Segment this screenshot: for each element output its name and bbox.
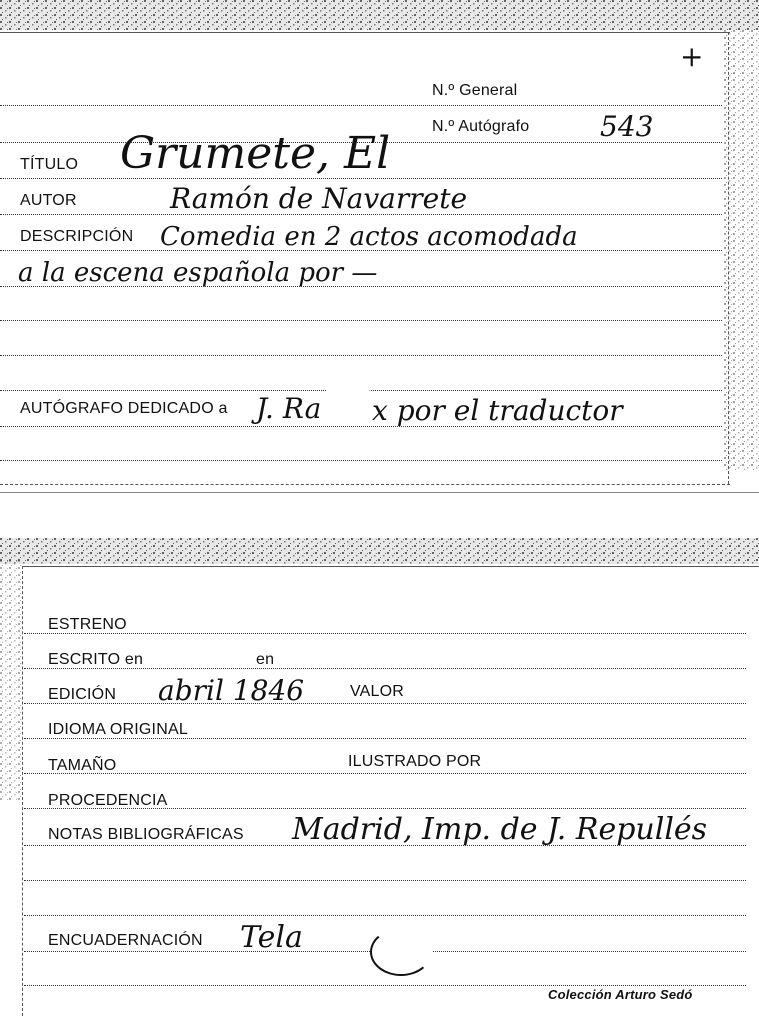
notas-line bbox=[24, 845, 746, 846]
encuadernacion-label: ENCUADERNACIÓN bbox=[48, 932, 203, 949]
estreno-label: ESTRENO bbox=[48, 616, 127, 633]
card-2-top-edge bbox=[22, 566, 759, 567]
dedicado-value-a: J. Ra bbox=[256, 392, 322, 425]
escrito-label: ESCRITO en bbox=[48, 651, 144, 668]
titulo-value: Grumete, El bbox=[120, 128, 391, 179]
ruled-line-7 bbox=[24, 915, 746, 916]
notas-label: NOTAS BIBLIOGRÁFICAS bbox=[48, 826, 244, 843]
escrito-line bbox=[24, 668, 746, 669]
descripcion-line-1: Comedia en 2 actos acomodada bbox=[160, 222, 578, 252]
edicion-value: abril 1846 bbox=[158, 674, 305, 707]
nro-autografo-label: N.º Autógrafo bbox=[432, 118, 530, 135]
descripcion-label: DESCRIPCIÓN bbox=[20, 228, 134, 245]
tamano-label: TAMAÑO bbox=[48, 757, 117, 774]
nro-general-label: N.º General bbox=[432, 82, 518, 99]
idioma-line bbox=[24, 738, 746, 739]
ruled-line-8 bbox=[24, 985, 746, 986]
cross-mark: + bbox=[680, 40, 704, 73]
dedicado-value-b: x por el traductor bbox=[372, 394, 623, 427]
estreno-line bbox=[24, 633, 746, 634]
encuadernacion-value: Tela bbox=[240, 920, 303, 955]
notas-value: Madrid, Imp. de J. Repullés bbox=[292, 812, 708, 847]
ruled-line-6 bbox=[24, 880, 746, 881]
edicion-line bbox=[24, 703, 746, 704]
procedencia-label: PROCEDENCIA bbox=[48, 792, 168, 809]
procedencia-line bbox=[24, 808, 746, 809]
card-2-left-edge bbox=[22, 566, 23, 1016]
ilustrado-label: ILUSTRADO POR bbox=[348, 753, 482, 770]
escrito-en-label: en bbox=[256, 651, 275, 668]
coleccion-stamp: Colección Arturo Sedó bbox=[548, 987, 693, 1002]
valor-label: VALOR bbox=[350, 683, 405, 700]
edicion-label: EDICIÓN bbox=[48, 686, 117, 703]
dedicado-label: AUTÓGRAFO DEDICADO a bbox=[20, 400, 228, 417]
autor-label: AUTOR bbox=[20, 192, 77, 209]
descripcion-line-2: a la escena española por — bbox=[18, 258, 378, 288]
autor-value: Ramón de Navarrete bbox=[170, 182, 468, 215]
idioma-label: IDIOMA ORIGINAL bbox=[48, 721, 188, 738]
nro-autografo-value: 543 bbox=[600, 110, 654, 143]
titulo-label: TÍTULO bbox=[20, 156, 79, 173]
tamano-line bbox=[24, 773, 746, 774]
ink-smudge-2 bbox=[370, 928, 432, 976]
